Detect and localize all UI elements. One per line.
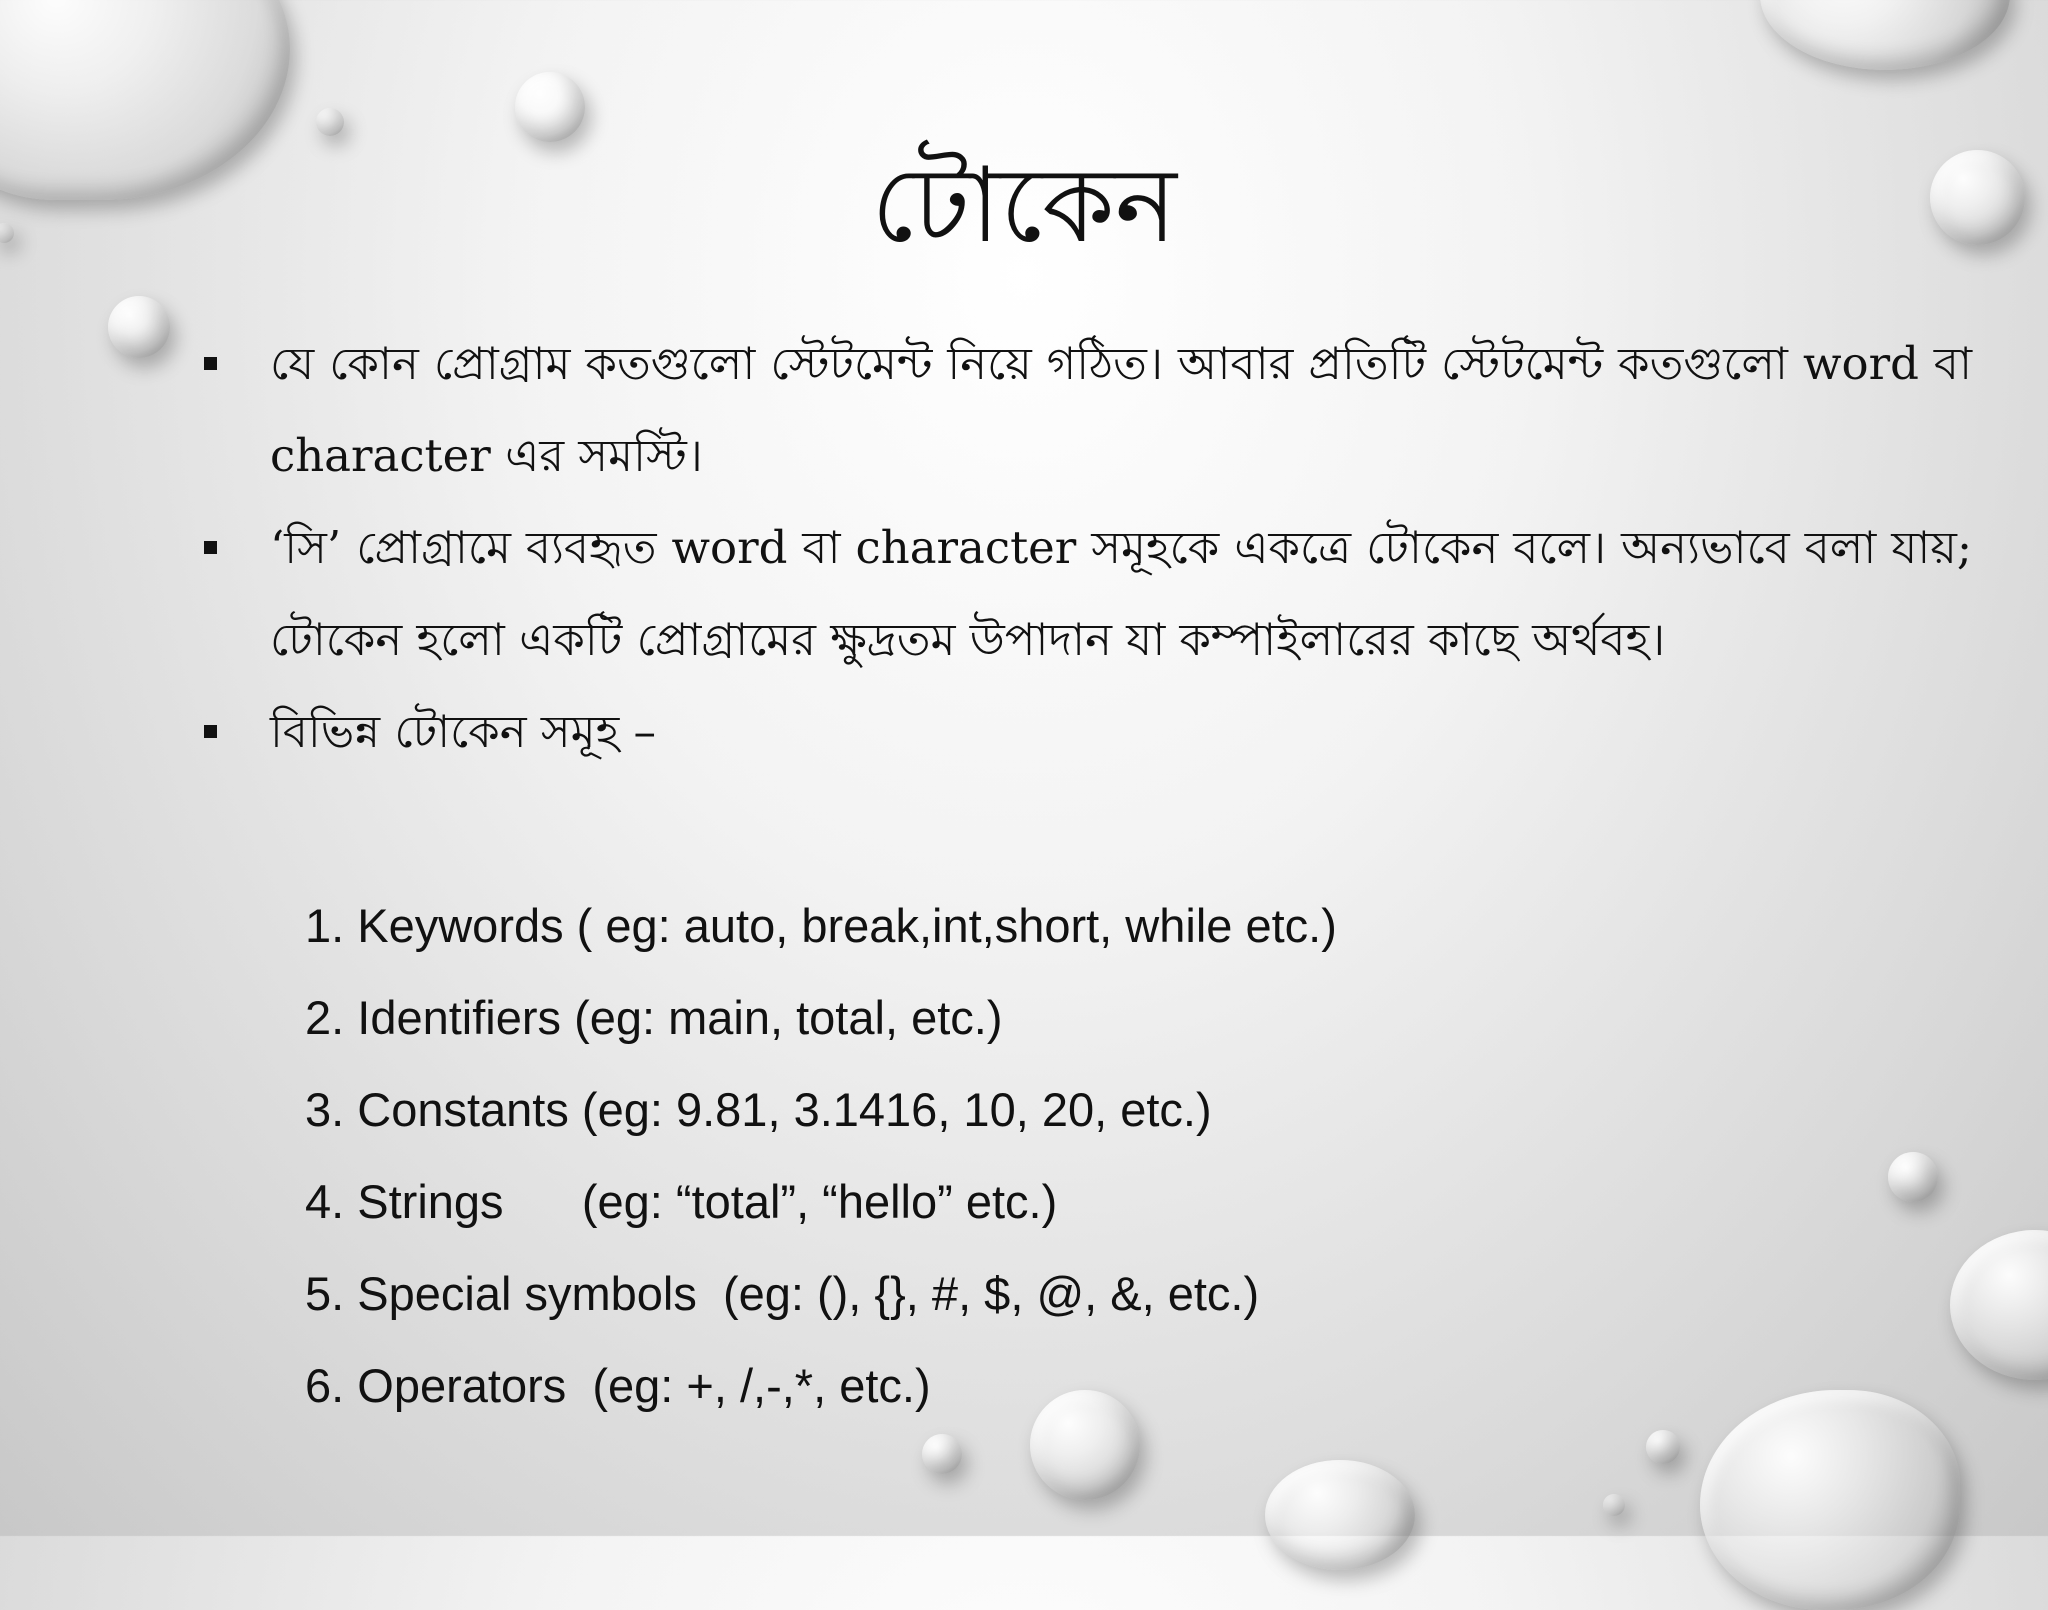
list-item: 1. Keywords ( eg: auto, break,int,short, while etc.): [305, 899, 1337, 952]
list-item: 2. Identifiers (eg: main, total, etc.): [305, 991, 1003, 1044]
water-drop-decoration: [108, 296, 170, 358]
water-drop-decoration: [515, 72, 585, 142]
slide-content: [200, 318, 1972, 784]
list-item: 5. Special symbols (eg: (), {}, #, $, @, &, etc.): [305, 1267, 1260, 1320]
water-drop-decoration: [316, 108, 344, 136]
list-item: 6. Operators (eg: +, /,-,*, etc.): [305, 1359, 931, 1412]
bullet-item: ‘সি’ প্রোগ্রামে ব্যবহৃত word বা character সমূহকে একত্রে টোকেন বলে। অন্যভাবে বলা যায়; টোকেন হলো একটি প্রোগ্রামের ক্ষুদ্রতম উপাদান যা কম্পাইলারের কাছে অর্থবহ।: [200, 502, 1972, 686]
water-drop-decoration: [1646, 1430, 1680, 1464]
water-drop-decoration: [922, 1434, 962, 1474]
water-drop-decoration: [1760, 0, 2010, 70]
water-drop-decoration: [1888, 1152, 1938, 1202]
water-drop-decoration: [1603, 1494, 1625, 1516]
list-item: 3. Constants (eg: 9.81, 3.1416, 10, 20, etc.): [305, 1083, 1212, 1136]
water-drop-decoration: [1265, 1460, 1415, 1570]
water-drop-decoration: [1950, 1230, 2048, 1380]
list-item: 4. Strings (eg: “total”, “hello” etc.): [305, 1175, 1058, 1228]
slide-title: টোকেন: [871, 144, 1177, 266]
bullet-item: যে কোন প্রোগ্রাম কতগুলো স্টেটমেন্ট নিয়ে গঠিত। আবার প্রতিটি স্টেটমেন্ট কতগুলো word বা character এর সমস্টি।: [200, 318, 1972, 502]
bullet-item: বিভিন্ন টোকেন সমূহ –: [200, 686, 1972, 778]
token-types-list: [305, 880, 1805, 1432]
